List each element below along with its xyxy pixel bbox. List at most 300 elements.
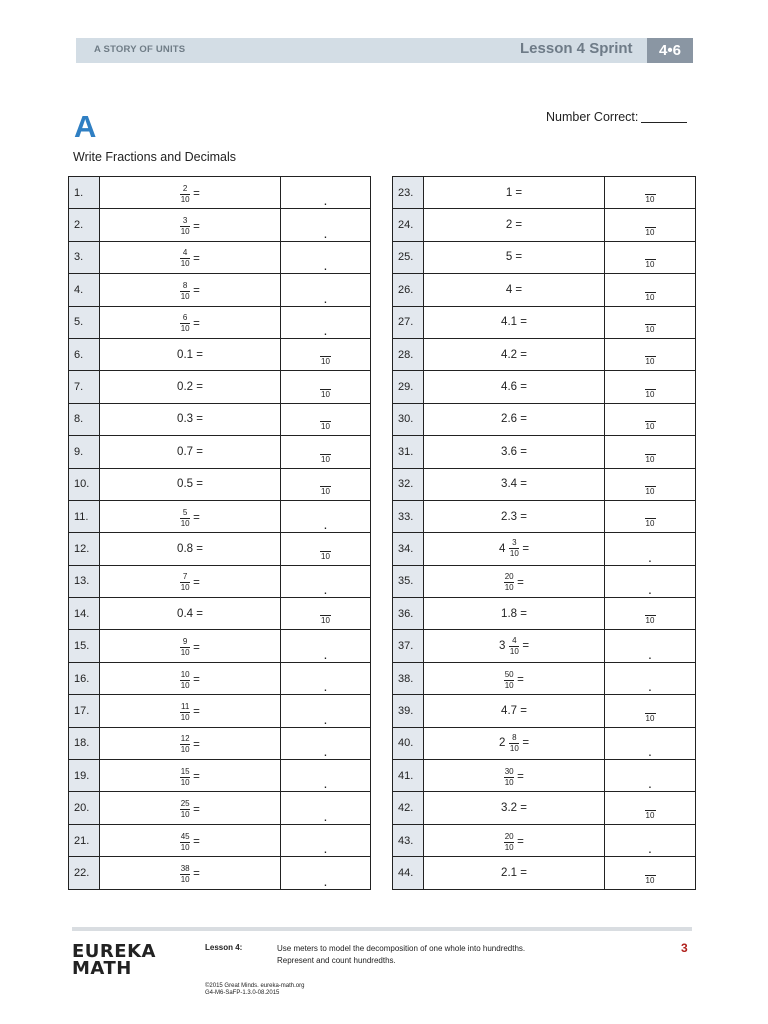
expression-text: 4.1 =	[501, 316, 527, 329]
expression	[180, 865, 200, 884]
expression	[501, 478, 527, 490]
problem-row	[393, 630, 696, 662]
answer-cell[interactable]	[281, 338, 371, 370]
answer-denominator: 10	[645, 422, 655, 432]
problem-expression	[100, 500, 281, 532]
problem-expression	[100, 306, 281, 338]
answer-denominator: 10	[321, 357, 330, 367]
footer-rule	[72, 927, 692, 931]
expression-text: 4 =	[505, 283, 523, 296]
problem-row	[69, 792, 371, 824]
fraction-denominator: 10	[509, 743, 519, 753]
fraction-denominator: 10	[504, 680, 514, 690]
answer-cell[interactable]	[281, 500, 371, 532]
equals-sign: =	[193, 706, 200, 719]
decimal-point: .	[323, 224, 328, 241]
equals-sign: =	[193, 220, 200, 233]
expression	[180, 282, 200, 301]
answer-cell[interactable]	[281, 436, 371, 468]
problem-row	[393, 760, 696, 792]
problem-number: 16.	[69, 662, 100, 694]
mixed-number-whole: 3	[498, 640, 506, 653]
expression	[180, 249, 200, 268]
expression	[180, 509, 200, 528]
expression	[180, 217, 200, 236]
answer-cell[interactable]	[605, 533, 696, 565]
answer-cell[interactable]	[605, 824, 696, 856]
answer-cell[interactable]	[605, 565, 696, 597]
problem-row	[69, 727, 371, 759]
problem-number: 2.	[69, 209, 100, 241]
answer-cell[interactable]	[281, 241, 371, 273]
equals-sign: =	[517, 836, 524, 848]
answer-cell[interactable]	[605, 662, 696, 694]
answer-cell[interactable]	[281, 630, 371, 662]
problem-number: 26.	[393, 274, 424, 306]
expression	[177, 381, 203, 393]
answer-cell[interactable]	[605, 436, 696, 468]
mixed-number-whole: 4	[498, 542, 506, 555]
expression	[177, 349, 203, 361]
fraction	[180, 509, 190, 528]
answer-denominator: 10	[645, 389, 655, 399]
fraction	[180, 282, 190, 301]
answer-denominator: 10	[321, 422, 330, 432]
expression	[501, 316, 527, 328]
expression	[180, 638, 200, 657]
problem-number: 10.	[69, 468, 100, 500]
fraction-numerator: 2	[182, 183, 188, 193]
answer-cell[interactable]	[281, 306, 371, 338]
fraction-numerator: 6	[182, 313, 188, 323]
problem-expression	[100, 241, 281, 273]
problem-number: 5.	[69, 306, 100, 338]
problem-number: 19.	[69, 760, 100, 792]
fraction-denominator: 10	[509, 549, 519, 559]
expression	[501, 349, 527, 361]
problem-expression	[100, 209, 281, 241]
answer-fraction-blank	[605, 486, 695, 496]
expression-text: 0.3 =	[177, 413, 203, 426]
fraction-numerator: 11	[180, 701, 190, 711]
equals-sign: =	[193, 641, 200, 654]
header-lesson-title: Lesson 4 Sprint	[520, 40, 633, 57]
expression	[177, 543, 203, 555]
problem-row	[69, 598, 371, 630]
problem-number: 42.	[393, 792, 424, 824]
answer-cell[interactable]	[605, 209, 696, 241]
header-series-title: A STORY OF UNITS	[94, 44, 186, 55]
expression-text: 0.7 =	[177, 445, 203, 458]
fraction-numerator: 8	[182, 280, 188, 290]
problem-row	[393, 241, 696, 273]
equals-sign: =	[193, 512, 200, 525]
problem-row	[393, 209, 696, 241]
fraction-denominator: 10	[504, 842, 514, 852]
fraction	[180, 217, 190, 236]
fraction-numerator: 15	[180, 766, 190, 776]
answer-fraction-blank	[605, 713, 695, 723]
problem-row	[69, 338, 371, 370]
problem-expression	[100, 371, 281, 403]
answer-cell[interactable]	[605, 695, 696, 727]
problem-expression	[424, 565, 605, 597]
problem-expression	[424, 209, 605, 241]
answer-cell[interactable]	[605, 274, 696, 306]
footer-lesson-label: Lesson 4:	[205, 943, 243, 952]
problem-expression	[424, 662, 605, 694]
answer-cell[interactable]	[605, 371, 696, 403]
fraction-denominator: 10	[180, 259, 190, 269]
equals-sign: =	[193, 188, 200, 201]
problem-expression	[424, 857, 605, 889]
problem-row	[393, 824, 696, 856]
decimal-point: .	[323, 775, 328, 792]
answer-fraction-blank	[605, 810, 695, 820]
answer-denominator: 10	[645, 227, 655, 237]
answer-fraction-blank	[605, 227, 695, 237]
answer-fraction-blank	[281, 615, 370, 625]
answer-cell[interactable]	[605, 338, 696, 370]
equals-sign: =	[522, 737, 530, 750]
copyright-line-1: ©2015 Great Minds. eureka-math.org	[205, 983, 305, 989]
expression-text: 0.2 =	[177, 381, 203, 394]
number-correct-blank[interactable]	[641, 109, 687, 123]
expression-text: 2.6 =	[501, 413, 527, 426]
equals-sign: =	[193, 738, 200, 751]
expression	[501, 511, 527, 523]
answer-cell[interactable]	[281, 468, 371, 500]
expression	[180, 703, 200, 722]
problem-row	[393, 565, 696, 597]
problem-number: 24.	[393, 209, 424, 241]
answer-fraction-blank	[281, 421, 370, 431]
problem-row	[69, 500, 371, 532]
problem-expression	[100, 792, 281, 824]
number-correct-label: Number Correct:	[546, 110, 639, 124]
answer-cell[interactable]	[281, 371, 371, 403]
footer-lesson-description	[277, 943, 607, 967]
problem-number: 39.	[393, 695, 424, 727]
fraction-denominator: 10	[180, 583, 190, 593]
answer-denominator: 10	[645, 357, 655, 367]
problem-row	[69, 306, 371, 338]
expression	[177, 413, 203, 425]
answer-cell[interactable]	[605, 598, 696, 630]
expression	[501, 705, 527, 717]
expression	[180, 314, 200, 333]
answer-cell[interactable]	[281, 824, 371, 856]
fraction-denominator: 10	[180, 324, 190, 334]
decimal-point: .	[323, 743, 328, 760]
equals-sign: =	[193, 836, 200, 848]
answer-cell[interactable]	[605, 630, 696, 662]
problem-expression	[424, 177, 605, 209]
fraction-numerator: 45	[180, 831, 190, 841]
equals-sign: =	[193, 674, 200, 687]
decimal-point: .	[323, 807, 328, 824]
page-number: 3	[681, 941, 688, 955]
answer-cell[interactable]	[281, 274, 371, 306]
fraction-denominator: 10	[180, 810, 190, 820]
expression-text: 2.1 =	[501, 866, 527, 879]
expression	[506, 187, 522, 199]
problems-table-right	[392, 176, 696, 890]
problem-number: 31.	[393, 436, 424, 468]
problem-expression	[424, 274, 605, 306]
answer-cell[interactable]	[605, 403, 696, 435]
answer-fraction-blank	[605, 389, 695, 399]
header-grade-module-badge: 4•6	[647, 38, 693, 63]
expression	[501, 802, 527, 814]
equals-sign: =	[193, 317, 200, 330]
problem-number: 41.	[393, 760, 424, 792]
answer-cell[interactable]	[605, 792, 696, 824]
fraction-denominator: 10	[180, 680, 190, 690]
problem-number: 17.	[69, 695, 100, 727]
lesson-desc-line-1: Use meters to model the decomposition of one whole into hundredths.	[277, 944, 526, 953]
equals-sign: =	[522, 640, 530, 653]
problem-expression	[100, 565, 281, 597]
problem-row	[393, 338, 696, 370]
problem-row	[69, 857, 371, 889]
problem-row	[393, 662, 696, 694]
answer-cell[interactable]	[605, 241, 696, 273]
answer-cell[interactable]	[281, 727, 371, 759]
fraction	[504, 833, 514, 852]
expression	[180, 671, 200, 690]
problem-expression	[100, 857, 281, 889]
expression	[504, 768, 524, 787]
fraction	[509, 734, 519, 753]
logo-line-1: EUREKA	[72, 941, 156, 962]
problem-row	[393, 306, 696, 338]
fraction	[180, 833, 190, 852]
problem-number: 32.	[393, 468, 424, 500]
problem-number: 6.	[69, 338, 100, 370]
answer-cell[interactable]	[605, 760, 696, 792]
problem-number: 22.	[69, 857, 100, 889]
fraction	[509, 637, 519, 656]
problem-number: 44.	[393, 857, 424, 889]
answer-denominator: 10	[645, 454, 655, 464]
problem-expression	[424, 630, 605, 662]
answer-cell[interactable]	[605, 500, 696, 532]
answer-cell[interactable]	[281, 403, 371, 435]
answer-denominator: 10	[321, 486, 330, 496]
problem-row	[393, 695, 696, 727]
problem-expression	[424, 792, 605, 824]
answer-cell[interactable]	[281, 533, 371, 565]
problem-row	[393, 857, 696, 889]
answer-fraction-blank	[605, 292, 695, 302]
decimal-point: .	[323, 678, 328, 695]
problem-number: 20.	[69, 792, 100, 824]
decimal-point: .	[323, 321, 328, 338]
decimal-point: .	[323, 710, 328, 727]
fraction-denominator: 10	[180, 194, 190, 204]
problem-number: 28.	[393, 338, 424, 370]
expression	[501, 446, 527, 458]
answer-cell[interactable]	[281, 565, 371, 597]
fraction	[180, 671, 190, 690]
expression	[506, 284, 522, 296]
problem-expression	[100, 177, 281, 209]
problem-expression	[424, 468, 605, 500]
mixed-number-whole: 2	[498, 737, 506, 750]
problem-row	[69, 436, 371, 468]
problem-number: 43.	[393, 824, 424, 856]
problem-row	[393, 727, 696, 759]
expression-text: 0.5 =	[177, 478, 203, 491]
answer-denominator: 10	[645, 616, 655, 626]
problem-row	[69, 760, 371, 792]
fraction	[180, 314, 190, 333]
problem-number: 12.	[69, 533, 100, 565]
equals-sign: =	[193, 252, 200, 265]
problem-number: 15.	[69, 630, 100, 662]
fraction	[180, 185, 190, 204]
problem-number: 8.	[69, 403, 100, 435]
answer-cell[interactable]	[281, 598, 371, 630]
problem-number: 23.	[393, 177, 424, 209]
fraction-denominator: 10	[180, 842, 190, 852]
problem-number: 14.	[69, 598, 100, 630]
problem-expression	[424, 598, 605, 630]
problem-row	[69, 630, 371, 662]
problem-number: 21.	[69, 824, 100, 856]
problem-row	[393, 436, 696, 468]
decimal-point: .	[323, 840, 328, 857]
problem-expression	[100, 533, 281, 565]
answer-cell[interactable]	[281, 177, 371, 209]
answer-denominator: 10	[321, 616, 330, 626]
answer-cell[interactable]	[281, 695, 371, 727]
problem-number: 13.	[69, 565, 100, 597]
decimal-point: .	[648, 645, 652, 662]
lesson-desc-line-2: Represent and count hundredths.	[277, 956, 396, 965]
decimal-point: .	[323, 581, 328, 598]
expression	[180, 573, 200, 592]
expression	[501, 867, 527, 879]
answer-cell[interactable]	[605, 306, 696, 338]
problem-expression	[424, 533, 605, 565]
expression	[504, 573, 524, 592]
fraction-denominator: 10	[180, 648, 190, 658]
fraction-denominator: 10	[180, 518, 190, 528]
answer-fraction-blank	[605, 259, 695, 269]
fraction-numerator: 20	[504, 572, 514, 582]
expression-text: 5 =	[505, 251, 523, 264]
fraction	[180, 703, 190, 722]
equals-sign: =	[517, 674, 524, 687]
fraction-denominator: 10	[504, 777, 514, 787]
answer-denominator: 10	[645, 810, 655, 820]
expression-text: 4.6 =	[501, 381, 527, 394]
problem-row	[69, 533, 371, 565]
expression	[501, 608, 527, 620]
problem-number: 34.	[393, 533, 424, 565]
answer-cell[interactable]	[605, 727, 696, 759]
problem-number: 36.	[393, 598, 424, 630]
problem-number: 38.	[393, 662, 424, 694]
equals-sign: =	[193, 285, 200, 298]
fraction-denominator: 10	[180, 874, 190, 884]
answer-denominator: 10	[645, 486, 655, 496]
problem-expression	[424, 306, 605, 338]
answer-cell[interactable]	[605, 857, 696, 889]
answer-fraction-blank	[605, 421, 695, 431]
equals-sign: =	[517, 576, 524, 589]
answer-cell[interactable]	[281, 857, 371, 889]
decimal-point: .	[648, 678, 652, 695]
expression-text: 3.6 =	[501, 445, 527, 458]
logo-line-2: MATH	[72, 958, 132, 979]
answer-cell[interactable]	[281, 209, 371, 241]
problem-row	[393, 468, 696, 500]
problem-expression	[100, 468, 281, 500]
answer-denominator: 10	[645, 875, 655, 885]
problem-expression	[424, 695, 605, 727]
problem-row	[393, 500, 696, 532]
copyright	[205, 983, 304, 997]
problem-number: 18.	[69, 727, 100, 759]
equals-sign: =	[193, 771, 200, 784]
decimal-point: .	[648, 840, 652, 857]
fraction-denominator: 10	[180, 777, 190, 787]
fraction-numerator: 8	[512, 732, 517, 742]
fraction-denominator: 10	[180, 712, 190, 722]
expression	[506, 251, 522, 263]
expression-text: 3.4 =	[501, 478, 527, 491]
expression-text: 0.4 =	[177, 607, 203, 620]
answer-fraction-blank	[281, 454, 370, 464]
fraction-numerator: 5	[182, 507, 188, 517]
answer-cell[interactable]	[281, 760, 371, 792]
answer-cell[interactable]	[281, 792, 371, 824]
answer-cell[interactable]	[281, 662, 371, 694]
problem-row	[393, 371, 696, 403]
decimal-point: .	[323, 257, 328, 274]
problem-expression	[100, 436, 281, 468]
answer-denominator: 10	[645, 519, 655, 529]
problem-expression	[100, 338, 281, 370]
problem-number: 40.	[393, 727, 424, 759]
problem-row	[69, 274, 371, 306]
expression-text: 2.3 =	[501, 510, 527, 523]
problem-expression	[100, 824, 281, 856]
expression	[180, 735, 200, 754]
fraction	[180, 249, 190, 268]
answer-cell[interactable]	[605, 177, 696, 209]
expression-text: 3.2 =	[501, 802, 527, 815]
problem-number: 33.	[393, 500, 424, 532]
fraction-numerator: 25	[180, 799, 190, 809]
answer-denominator: 10	[321, 389, 330, 399]
expression	[501, 381, 527, 393]
answer-fraction-blank	[605, 454, 695, 464]
problem-expression	[424, 760, 605, 792]
equals-sign: =	[517, 771, 524, 784]
answer-fraction-blank	[605, 615, 695, 625]
expression	[499, 539, 529, 558]
eureka-math-logo	[72, 943, 156, 977]
decimal-point: .	[648, 743, 652, 760]
problem-number: 29.	[393, 371, 424, 403]
answer-cell[interactable]	[605, 468, 696, 500]
number-correct	[546, 109, 687, 124]
expression	[177, 478, 203, 490]
